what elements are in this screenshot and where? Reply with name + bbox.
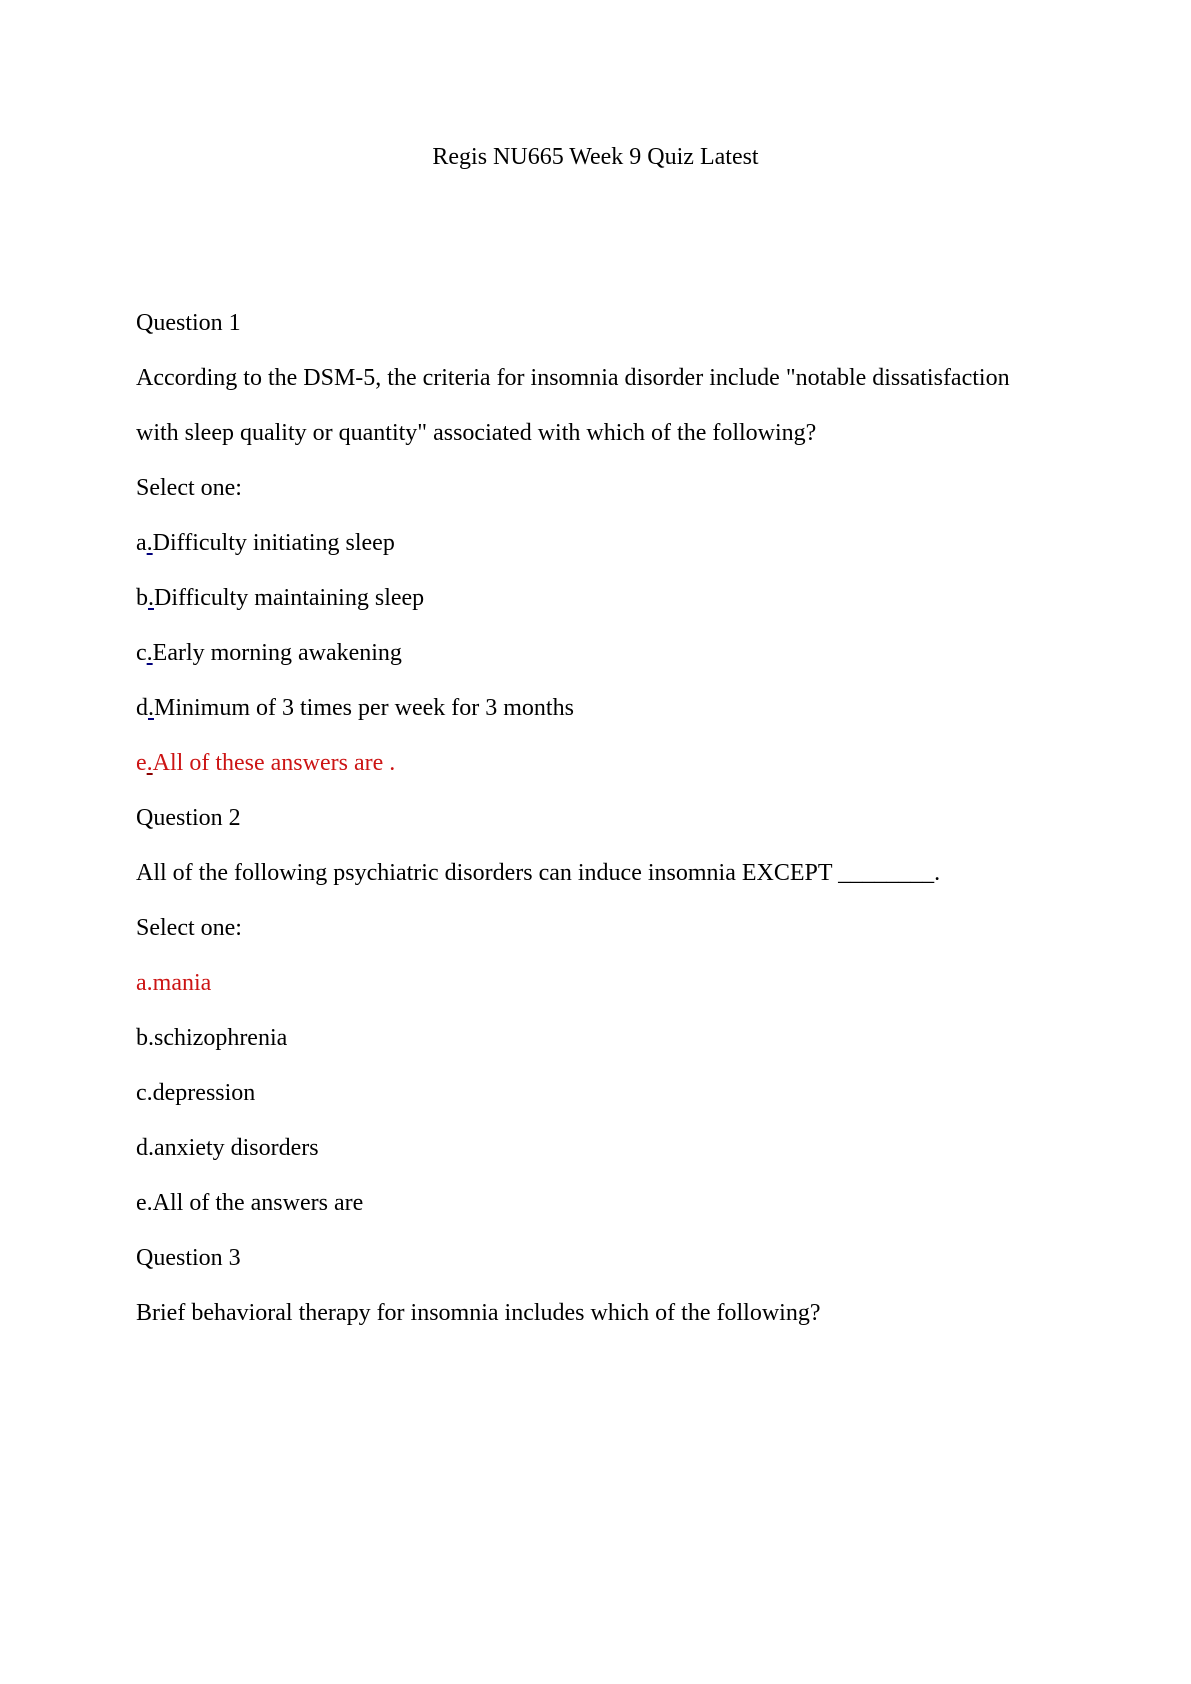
option-period-marker: . [146, 750, 153, 776]
text-run: All of the following psychiatric disorders can induce insomnia EXCEPT ________. [136, 860, 941, 886]
text-run: Brief behavioral therapy for insomnia includes which of the following? [136, 1300, 821, 1326]
option-text: Difficulty maintaining sleep [154, 585, 425, 611]
question-label [136, 296, 1151, 351]
text-run: Select one: [136, 915, 242, 941]
option-letter: e [136, 750, 147, 776]
option-text: anxiety disorders [154, 1135, 319, 1161]
question-text-line [136, 846, 1151, 901]
option-text: Difficulty initiating sleep [152, 530, 395, 556]
option-letter: c [136, 1080, 147, 1106]
option-letter: a [136, 970, 147, 996]
option-period-marker: . [148, 1135, 154, 1161]
option-letter: d [136, 695, 148, 721]
select-prompt [136, 461, 1151, 516]
option-text: All of these answers are . [152, 750, 396, 776]
option-period-marker: . [148, 585, 154, 611]
document-body [136, 296, 1151, 1341]
question-text-line [136, 1286, 1151, 1341]
answer-option-line [136, 516, 1151, 571]
option-period-marker: . [146, 640, 153, 666]
option-text: schizophrenia [154, 1025, 288, 1051]
question-label [136, 1231, 1151, 1286]
answer-option-line [136, 681, 1151, 736]
option-letter: a [136, 530, 147, 556]
text-run: Select one: [136, 475, 242, 501]
answer-option-line [136, 1121, 1151, 1176]
option-period-marker: . [146, 1080, 153, 1106]
text-run: with sleep quality or quantity" associated with which of the following? [136, 420, 817, 446]
option-letter: b [136, 1025, 148, 1051]
document-title: Regis NU665 Week 9 Quiz Latest [432, 144, 759, 170]
option-period-marker: . [146, 530, 153, 556]
answer-option-line [136, 571, 1151, 626]
select-prompt [136, 901, 1151, 956]
answer-option-line [136, 1066, 1151, 1121]
option-text: Early morning awakening [152, 640, 402, 666]
option-period-marker: . [146, 1190, 153, 1216]
option-period-marker: . [148, 695, 154, 721]
question-label [136, 791, 1151, 846]
question-label-text: Question 2 [136, 805, 241, 831]
option-letter: d [136, 1135, 148, 1161]
text-run: According to the DSM-5, the criteria for insomnia disorder include "notable dissatisfaction [136, 365, 1010, 391]
answer-option-line [136, 736, 1151, 791]
option-text: mania [152, 970, 212, 996]
question-text-line [136, 406, 1151, 461]
option-period-marker: . [146, 970, 153, 996]
option-letter: e [136, 1190, 147, 1216]
option-text: All of the answers are [152, 1190, 364, 1216]
answer-option-line [136, 1011, 1151, 1066]
answer-option-line [136, 956, 1151, 1011]
option-text: depression [152, 1080, 256, 1106]
answer-option-line [136, 1176, 1151, 1231]
option-letter: c [136, 640, 147, 666]
option-period-marker: . [148, 1025, 154, 1051]
question-text-line [136, 351, 1151, 406]
answer-option-line [136, 626, 1151, 681]
question-label-text: Question 3 [136, 1245, 241, 1271]
option-letter: b [136, 585, 148, 611]
option-text: Minimum of 3 times per week for 3 months [154, 695, 574, 721]
question-label-text: Question 1 [136, 310, 241, 336]
